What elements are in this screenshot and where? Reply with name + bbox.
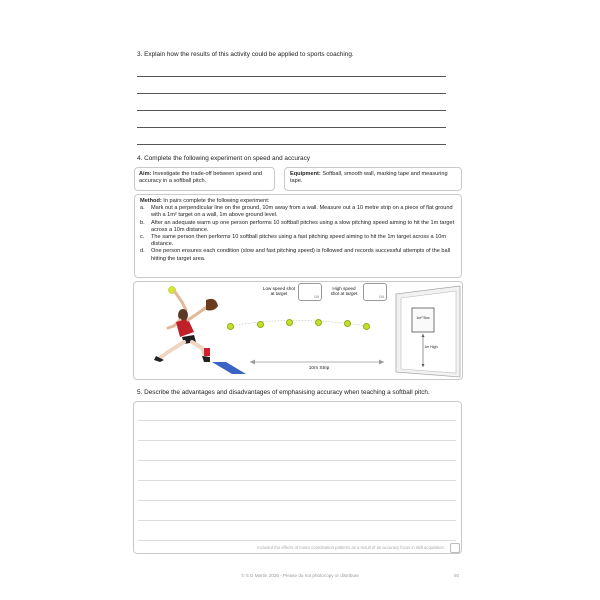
method-step — [140, 205, 456, 219]
low-speed-label: Low speed shot at target — [262, 286, 296, 297]
step-text: One person ensures each condition (slow and fast pitching speed) is followed and records successful attempts of the ball hitting the target area. — [151, 248, 451, 262]
equipment-description: Softball, smooth wall, marking tape and measuring tape. — [290, 171, 448, 185]
high-speed-label: High speed shot at target — [330, 286, 358, 297]
writing-line — [138, 540, 456, 541]
step-text: Mark out a perpendicular line on the ground, 10m away from a wall. Measure out a 10 metre strip on a piece of flat ground with a 1m² target on a wall, 1m above ground level. — [151, 205, 453, 219]
writing-line — [138, 500, 456, 501]
aim-label: Aim: — [139, 171, 152, 177]
target-label: 1m² Box — [416, 316, 430, 320]
method-intro: In pairs complete the following experiment: — [161, 198, 270, 204]
question-3-title: 3. Explain how the results of this activity could be applied to sports coaching. — [137, 51, 354, 58]
strip-arrow-left — [250, 360, 255, 365]
answer-line — [137, 144, 446, 145]
answer-line — [137, 127, 446, 128]
ball — [315, 319, 322, 326]
aim-description: Investigate the trade-off between speed and accuracy in a softball pitch. — [139, 171, 263, 185]
ball — [257, 321, 264, 328]
step-letter: a. — [140, 205, 145, 212]
question-5-title: 5. Describe the advantages and disadvantages of emphasising accuracy when teaching a softball pitch. — [137, 389, 430, 396]
strip-arrow-right — [379, 360, 384, 365]
equipment-text — [290, 171, 456, 185]
step-letter: c. — [140, 234, 145, 241]
method-step — [140, 248, 456, 262]
writing-line — [138, 520, 456, 521]
method-heading — [140, 198, 456, 205]
height-label: 1m High — [424, 345, 438, 349]
answer-line — [137, 76, 446, 77]
step-text: After an adequate warm up one person performs 10 softball pitches using a slow pitching speed aiming to hit the 1m target across a 10m distance. — [151, 219, 455, 233]
aim-box — [134, 167, 275, 191]
method-step — [140, 220, 456, 234]
ball — [286, 319, 293, 326]
pitching-mat — [212, 362, 246, 374]
question-4-title: 4. Complete the following experiment on speed and accuracy — [137, 155, 311, 162]
low-speed-tally-box[interactable] — [298, 283, 322, 301]
high-speed-tally-box[interactable] — [363, 283, 387, 301]
equipment-label: Equipment: — [290, 171, 321, 177]
writing-line — [138, 440, 456, 441]
pitcher-figure — [154, 287, 218, 363]
tally-denominator: /10 — [379, 295, 384, 299]
ball — [227, 323, 234, 330]
experiment-diagram — [133, 281, 463, 380]
strip-label: 10m Strip — [308, 366, 330, 371]
answer-hint: Included the effects of motor coordination patterns as a result of an accuracy focus in skill acquisition. — [257, 545, 445, 550]
answer-line — [137, 110, 446, 111]
writing-line — [138, 480, 456, 481]
answer-line — [137, 93, 446, 94]
method-step — [140, 234, 456, 248]
method-label: Method: — [140, 198, 162, 204]
step-text: The same person then performs 10 softball pitches using a fast pitching speed aiming to hit the 1m target across a 10m distance. — [151, 234, 447, 248]
tally-denominator: /10 — [314, 295, 319, 299]
hint-checkbox[interactable] — [450, 543, 460, 553]
ball — [363, 323, 370, 330]
ball — [344, 320, 351, 327]
writing-line — [138, 420, 456, 421]
page-number: 50 — [454, 573, 460, 578]
writing-line — [138, 460, 456, 461]
step-letter: b. — [140, 219, 145, 226]
equipment-box — [284, 167, 462, 191]
method-box — [134, 194, 462, 278]
step-letter: d. — [140, 248, 145, 255]
method-steps — [140, 205, 456, 263]
aim-text — [139, 171, 270, 185]
answer-area[interactable] — [133, 401, 462, 554]
footer-copyright: © S D Martin 2026 - Please do not photocopy or distribute — [241, 573, 359, 578]
